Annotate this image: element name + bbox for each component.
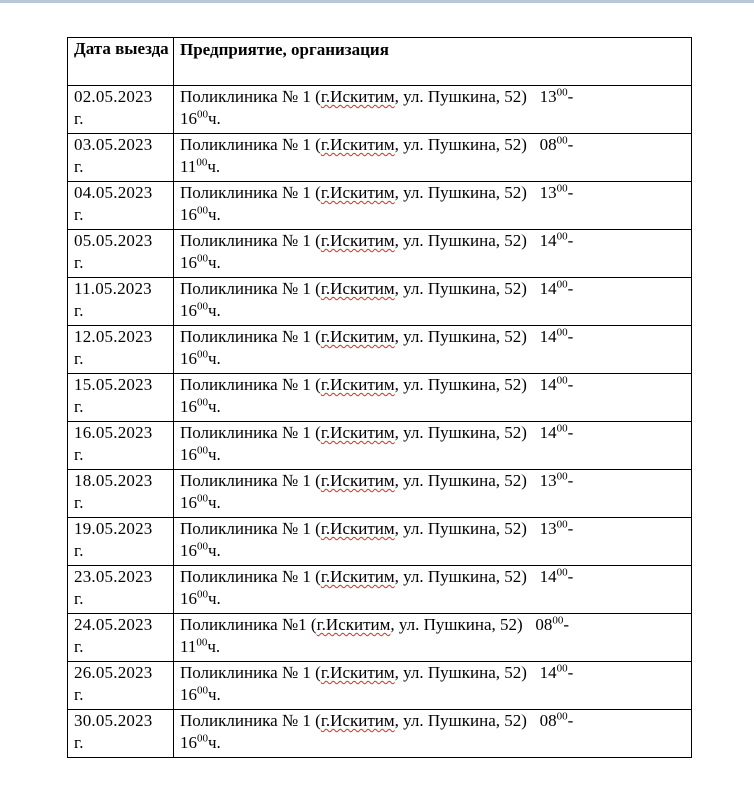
time-end-hour: 11 [180, 637, 197, 656]
time-start-hour: 14 [539, 327, 557, 346]
organization-line [180, 423, 527, 442]
date-value: 03.05.2023 [74, 135, 153, 154]
time-end-hour: 11 [180, 157, 197, 176]
date-cell [68, 182, 174, 230]
time-end-hour: 16 [180, 349, 197, 368]
date-cell [68, 134, 174, 182]
date-cell [68, 566, 174, 614]
time-unit: ч. [208, 493, 221, 512]
org-name: Поликлиника № 1 ( [180, 663, 321, 682]
org-name: Поликлиника № 1 ( [180, 519, 321, 538]
date-suffix: г. [74, 589, 84, 608]
date-suffix: г. [74, 637, 84, 656]
time-end-minutes: 00 [196, 156, 208, 169]
time-start-hour: 13 [539, 183, 557, 202]
organization-line [180, 87, 527, 106]
header-organization: Предприятие, организация [174, 38, 692, 86]
organization-line [180, 279, 527, 298]
date-cell [68, 470, 174, 518]
table-row [68, 86, 692, 134]
time-unit: ч. [208, 205, 221, 224]
time-unit: ч. [208, 397, 221, 416]
org-city: г.Искитим [320, 471, 395, 490]
date-value: 15.05.2023 [74, 375, 153, 394]
organization-line [180, 327, 527, 346]
date-value: 19.05.2023 [74, 519, 153, 538]
org-name: Поликлиника № 1 ( [180, 231, 321, 250]
time-end-hour: 16 [180, 493, 197, 512]
time-dash: - [567, 567, 574, 586]
org-address: , ул. Пушкина, 52) [394, 663, 527, 682]
time-dash: - [567, 375, 574, 394]
org-name: Поликлиника № 1 ( [180, 567, 321, 586]
time-end-minutes: 00 [197, 252, 208, 265]
time-end-hour: 16 [180, 589, 197, 608]
time-dash: - [567, 135, 574, 154]
time-end-hour: 16 [180, 733, 197, 752]
org-name: Поликлиника № 1 ( [180, 375, 321, 394]
org-name: Поликлиника № 1 ( [180, 423, 321, 442]
time-unit: ч. [208, 445, 221, 464]
time-dash: - [567, 327, 574, 346]
time-start-minutes: 00 [556, 182, 568, 195]
org-name: Поликлиника № 1 ( [180, 471, 321, 490]
time-start-hour: 08 [535, 615, 553, 634]
time-end-minutes: 00 [197, 492, 208, 505]
date-suffix: г. [74, 253, 84, 272]
date-cell [68, 278, 174, 326]
time-end-minutes: 00 [197, 540, 208, 553]
time-start-minutes: 00 [556, 662, 568, 675]
time-end-hour: 16 [180, 685, 197, 704]
date-value: 26.05.2023 [74, 663, 153, 682]
org-city: г.Искитим [320, 423, 395, 442]
organization-cell [174, 326, 692, 374]
time-dash: - [567, 87, 574, 106]
org-address: , ул. Пушкина, 52) [390, 615, 523, 634]
time-start-hour: 14 [539, 375, 557, 394]
table-row [68, 134, 692, 182]
organization-line [180, 615, 523, 634]
date-value: 16.05.2023 [74, 423, 153, 442]
organization-line [180, 183, 527, 202]
org-address: , ул. Пушкина, 52) [394, 279, 527, 298]
org-city: г.Искитим [320, 231, 395, 250]
org-city: г.Искитим [320, 279, 395, 298]
org-city: г.Искитим [320, 375, 395, 394]
table-row [68, 566, 692, 614]
time-start-minutes: 00 [556, 422, 568, 435]
table-row [68, 662, 692, 710]
date-cell [68, 614, 174, 662]
date-suffix: г. [74, 493, 84, 512]
date-cell [68, 86, 174, 134]
org-city: г.Искитим [320, 327, 395, 346]
organization-cell [174, 278, 692, 326]
organization-cell [174, 518, 692, 566]
time-start-hour: 14 [539, 567, 557, 586]
time-unit: ч. [208, 589, 221, 608]
time-dash: - [567, 279, 574, 298]
time-dash: - [567, 231, 574, 250]
date-suffix: г. [74, 445, 84, 464]
organization-line [180, 711, 527, 730]
date-suffix: г. [74, 157, 84, 176]
org-city: г.Искитим [316, 615, 391, 634]
time-start-minutes: 00 [556, 470, 568, 483]
organization-cell [174, 566, 692, 614]
time-start-minutes: 00 [556, 230, 568, 243]
time-end-hour: 16 [180, 253, 197, 272]
time-end-minutes: 00 [197, 588, 208, 601]
time-end-minutes: 00 [197, 204, 208, 217]
organization-cell [174, 422, 692, 470]
organization-cell [174, 662, 692, 710]
org-address: , ул. Пушкина, 52) [394, 471, 527, 490]
date-value: 02.05.2023 [74, 87, 153, 106]
org-name: Поликлиника № 1 ( [180, 183, 321, 202]
org-address: , ул. Пушкина, 52) [394, 135, 527, 154]
date-value: 24.05.2023 [74, 615, 153, 634]
time-start-minutes: 00 [556, 518, 568, 531]
org-city: г.Искитим [320, 183, 395, 202]
date-value: 11.05.2023 [74, 279, 152, 298]
date-suffix: г. [74, 733, 84, 752]
organization-line [180, 231, 527, 250]
table-row [68, 470, 692, 518]
time-end-minutes: 00 [197, 348, 208, 361]
time-start-minutes: 00 [556, 86, 568, 99]
time-start-hour: 13 [539, 519, 557, 538]
organization-line [180, 519, 527, 538]
date-cell [68, 230, 174, 278]
time-unit: ч. [208, 109, 221, 128]
time-start-minutes: 00 [556, 374, 568, 387]
time-unit: ч. [208, 541, 221, 560]
time-end-hour: 16 [180, 301, 197, 320]
date-cell [68, 326, 174, 374]
org-city: г.Искитим [320, 519, 395, 538]
time-start-minutes: 00 [556, 710, 568, 723]
time-end-minutes: 00 [197, 300, 208, 313]
organization-line [180, 471, 527, 490]
time-unit: ч. [208, 733, 221, 752]
time-end-hour: 16 [180, 541, 197, 560]
organization-cell [174, 182, 692, 230]
organization-cell [174, 86, 692, 134]
table-row [68, 326, 692, 374]
date-value: 12.05.2023 [74, 327, 153, 346]
time-start-minutes: 00 [556, 566, 568, 579]
table-row [68, 230, 692, 278]
date-cell [68, 662, 174, 710]
table-row [68, 422, 692, 470]
time-start-minutes: 00 [556, 134, 568, 147]
org-name: Поликлиника № 1 ( [180, 135, 321, 154]
org-address: , ул. Пушкина, 52) [394, 711, 527, 730]
time-dash: - [563, 615, 570, 634]
org-address: , ул. Пушкина, 52) [394, 567, 527, 586]
time-dash: - [567, 663, 574, 682]
time-dash: - [567, 711, 574, 730]
time-start-minutes: 00 [556, 278, 568, 291]
time-unit: ч. [208, 349, 221, 368]
date-suffix: г. [74, 301, 84, 320]
date-cell [68, 518, 174, 566]
org-name: Поликлиника № 1 ( [180, 279, 321, 298]
date-cell [68, 422, 174, 470]
org-name: Поликлиника № 1 ( [180, 327, 321, 346]
org-address: , ул. Пушкина, 52) [394, 183, 527, 202]
organization-cell [174, 710, 692, 758]
header-date: Дата выезда [68, 38, 174, 86]
organization-line [180, 663, 527, 682]
time-unit: ч. [208, 301, 221, 320]
window-top-border [0, 0, 754, 3]
time-start-hour: 13 [539, 471, 557, 490]
date-value: 30.05.2023 [74, 711, 153, 730]
table-row [68, 182, 692, 230]
org-city: г.Искитим [320, 663, 395, 682]
time-start-hour: 08 [539, 135, 557, 154]
time-dash: - [567, 519, 574, 538]
org-name: Поликлиника №1 ( [180, 615, 317, 634]
time-dash: - [567, 471, 574, 490]
schedule-table [67, 37, 692, 758]
time-start-hour: 14 [539, 231, 557, 250]
time-start-hour: 14 [539, 423, 557, 442]
org-city: г.Искитим [320, 135, 395, 154]
date-value: 05.05.2023 [74, 231, 153, 250]
table-header-row [68, 38, 692, 86]
time-start-minutes: 00 [556, 326, 568, 339]
date-suffix: г. [74, 349, 84, 368]
table-row [68, 710, 692, 758]
organization-cell [174, 614, 692, 662]
org-address: , ул. Пушкина, 52) [394, 519, 527, 538]
organization-line [180, 135, 527, 154]
time-start-hour: 14 [539, 663, 557, 682]
time-start-minutes: 00 [552, 614, 564, 627]
time-start-hour: 13 [539, 87, 557, 106]
org-city: г.Искитим [320, 87, 395, 106]
org-address: , ул. Пушкина, 52) [394, 327, 527, 346]
org-address: , ул. Пушкина, 52) [394, 87, 527, 106]
date-value: 04.05.2023 [74, 183, 153, 202]
organization-cell [174, 134, 692, 182]
table-row [68, 374, 692, 422]
time-end-minutes: 00 [197, 732, 208, 745]
date-cell [68, 374, 174, 422]
organization-cell [174, 470, 692, 518]
org-city: г.Искитим [320, 567, 395, 586]
time-end-minutes: 00 [197, 444, 208, 457]
time-end-minutes: 00 [197, 108, 208, 121]
time-end-hour: 16 [180, 397, 197, 416]
org-name: Поликлиника № 1 ( [180, 711, 321, 730]
date-suffix: г. [74, 397, 84, 416]
table-row [68, 518, 692, 566]
time-dash: - [567, 423, 574, 442]
time-end-minutes: 00 [197, 684, 208, 697]
date-suffix: г. [74, 109, 84, 128]
time-end-hour: 16 [180, 205, 197, 224]
org-address: , ул. Пушкина, 52) [394, 375, 527, 394]
time-end-minutes: 00 [196, 636, 208, 649]
date-suffix: г. [74, 685, 84, 704]
organization-line [180, 567, 527, 586]
organization-cell [174, 374, 692, 422]
time-end-minutes: 00 [197, 396, 208, 409]
time-start-hour: 14 [539, 279, 557, 298]
time-unit: ч. [207, 637, 221, 656]
time-unit: ч. [207, 157, 221, 176]
date-suffix: г. [74, 541, 84, 560]
date-value: 23.05.2023 [74, 567, 153, 586]
table-row [68, 278, 692, 326]
date-value: 18.05.2023 [74, 471, 153, 490]
time-dash: - [567, 183, 574, 202]
org-city: г.Искитим [320, 711, 395, 730]
time-unit: ч. [208, 253, 221, 272]
time-start-hour: 08 [539, 711, 557, 730]
time-end-hour: 16 [180, 109, 197, 128]
organization-line [180, 375, 527, 394]
date-cell [68, 710, 174, 758]
org-address: , ул. Пушкина, 52) [394, 423, 527, 442]
time-unit: ч. [208, 685, 221, 704]
time-end-hour: 16 [180, 445, 197, 464]
date-suffix: г. [74, 205, 84, 224]
table-row [68, 614, 692, 662]
org-address: , ул. Пушкина, 52) [394, 231, 527, 250]
organization-cell [174, 230, 692, 278]
org-name: Поликлиника № 1 ( [180, 87, 321, 106]
